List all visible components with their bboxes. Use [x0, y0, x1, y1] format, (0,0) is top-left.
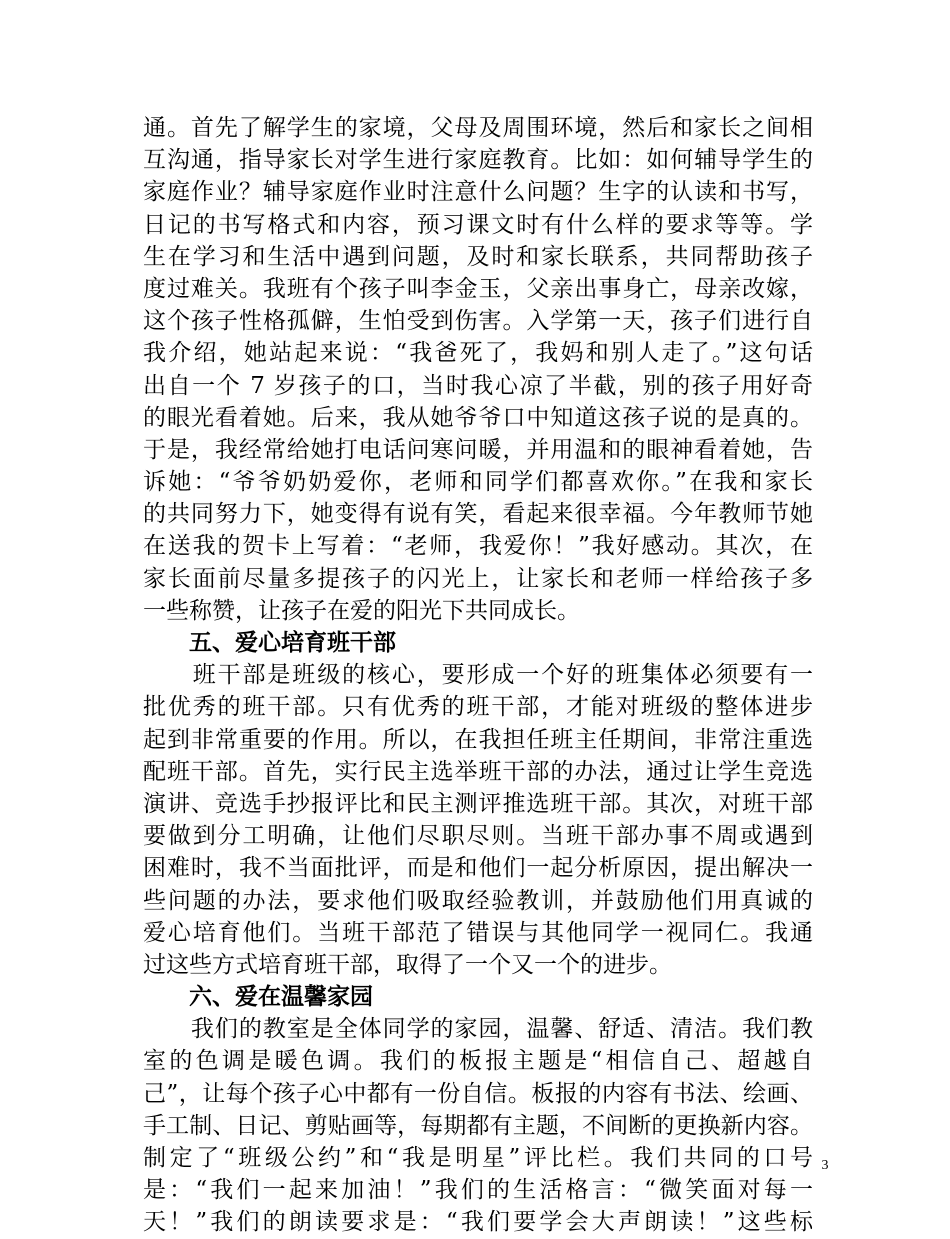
section-heading-warm-home: 六、爱在温馨家园	[189, 984, 373, 1011]
text-line: 生在学习和生活中遇到问题，及时和家长联系，共同帮助孩子	[143, 243, 813, 270]
text-line: 是：“我们一起来加油！”我们的生活格言：“微笑面对每一	[143, 1177, 813, 1204]
page-number: 3	[821, 1158, 829, 1173]
text-line: 要做到分工明确，让他们尽职尽则。当班干部办事不周或遇到	[143, 823, 813, 850]
text-line: 手工制、日记、剪贴画等，每期都有主题，不间断的更换新内容。	[143, 1112, 813, 1139]
text-line: 班干部是班级的核心，要形成一个好的班集体必须要有一	[143, 662, 813, 689]
text-line: 度过难关。我班有个孩子叫李金玉，父亲出事身亡，母亲改嫁，	[143, 275, 813, 302]
text-line: 的共同努力下，她变得有说有笑，看起来很幸福。今年教师节她	[143, 501, 813, 528]
text-line: 困难时，我不当面批评，而是和他们一起分析原因，提出解决一	[143, 855, 813, 882]
section-heading-class-cadres: 五、爱心培育班干部	[189, 630, 396, 656]
text-line: 互沟通，指导家长对学生进行家庭教育。比如：如何辅导学生的	[143, 147, 813, 174]
text-line: 些问题的办法，要求他们吸取经验教训，并鼓励他们用真诚的	[143, 887, 813, 914]
text-line: 我介绍，她站起来说：“我爸死了，我妈和别人走了。”这句话	[143, 340, 813, 367]
text-line: 爱心培育他们。当班干部范了错误与其他同学一视同仁。我通	[143, 919, 813, 946]
paragraph-class-cadres	[143, 659, 813, 981]
text-line: 这个孩子性格孤僻，生怕受到伤害。入学第一天，孩子们进行自	[143, 308, 813, 335]
text-line: 家庭作业？辅导家庭作业时注意什么问题？生字的认读和书写，	[143, 179, 813, 206]
text-line: 通。首先了解学生的家境，父母及周围环境，然后和家长之间相	[143, 115, 813, 141]
text-line: 的眼光看着她。后来，我从她爷爷口中知道这孩子说的是真的。	[143, 404, 813, 431]
text-line: 我们的教室是全体同学的家园，温馨、舒适、清洁。我们教	[143, 1016, 813, 1043]
document-body	[143, 112, 813, 1239]
text-line: 一些称赞，让孩子在爱的阳光下共同成长。	[143, 597, 580, 624]
text-line: 起到非常重要的作用。所以，在我担任班主任期间，非常注重选	[143, 726, 813, 753]
paragraph-family-communication	[143, 112, 813, 627]
text-line: 批优秀的班干部。只有优秀的班干部，才能对班级的整体进步	[143, 694, 813, 721]
text-line: 过这些方式培育班干部，取得了一个又一个的进步。	[143, 951, 672, 978]
text-line: 天！”我们的朗读要求是：“我们要学会大声朗读！”这些标	[143, 1209, 813, 1236]
text-line: 家长面前尽量多提孩子的闪光上，让家长和老师一样给孩子多	[143, 565, 813, 592]
text-line: 己”，让每个孩子心中都有一份自信。板报的内容有书法、绘画、	[143, 1080, 813, 1107]
text-line: 诉她：“爷爷奶奶爱你，老师和同学们都喜欢你。”在我和家长	[143, 469, 813, 496]
text-line: 日记的书写格式和内容，预习课文时有什么样的要求等等。学	[143, 211, 813, 238]
text-line: 于是，我经常给她打电话问寒问暖，并用温和的眼神看着她，告	[143, 436, 813, 463]
text-line: 制定了“班级公约”和“我是明星”评比栏。我们共同的口号	[143, 1145, 813, 1171]
text-line: 室的色调是暖色调。我们的板报主题是“相信自己、超越自	[143, 1048, 813, 1075]
text-line: 配班干部。首先，实行民主选举班干部的办法，通过让学生竞选	[143, 758, 813, 785]
text-line: 出自一个 7 岁孩子的口，当时我心凉了半截，别的孩子用好奇	[143, 372, 813, 399]
paragraph-warm-home	[143, 1013, 813, 1238]
text-line: 演讲、竞选手抄报评比和民主测评推选班干部。其次，对班干部	[143, 790, 813, 817]
text-line: 在送我的贺卡上写着：“老师，我爱你！”我好感动。其次，在	[143, 533, 813, 560]
